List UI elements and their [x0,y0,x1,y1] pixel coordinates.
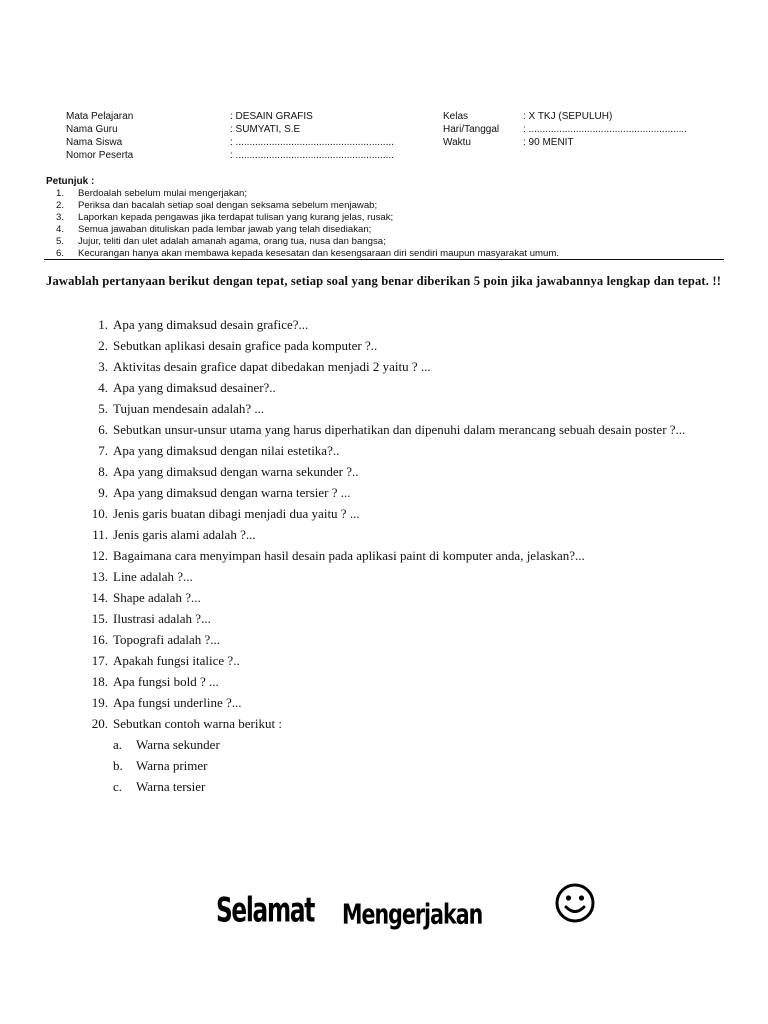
question-item [0,587,768,608]
question-text: Apakah fungsi italice ?.. [113,653,240,668]
question-item [0,377,768,398]
sub-item [0,755,768,776]
question-number: 2. [98,338,108,353]
question-number: 13. [91,569,108,584]
sub-item-text: Warna tersier [136,779,206,794]
sub-item-letter: b. [113,758,123,773]
instruction-number: 6. [55,248,64,259]
question-text: Jenis garis alami adalah ?... [113,527,256,542]
question-number: 9. [98,485,108,500]
question-text: Apa yang dimaksud dengan warna tersier ? ... [113,485,351,500]
question-number: 1. [98,317,108,332]
question-text: Sebutkan unsur-unsur utama yang harus diperhatikan dan dipenuhi dalam merancang sebuah desain poster ?... [113,422,686,437]
question-item [0,566,768,587]
question-text: Jenis garis buatan dibagi menjadi dua yaitu ? ... [113,506,360,521]
question-item [0,482,768,503]
question-text: Apa yang dimaksud desain grafice?... [113,317,309,332]
question-item [0,461,768,482]
exam-header [0,0,768,170]
time-value: : 90 MENIT [523,137,574,148]
question-text: Tujuan mendesain adalah? ... [113,401,265,416]
student-name-label: Nama Siswa [66,137,123,148]
question-number: 5. [98,401,108,416]
subject-label: Mata Pelajaran [66,111,134,122]
instruction-text: Berdoalah sebelum mulai mengerjakan; [78,188,248,199]
instruction-item [46,236,726,248]
question-text: Aktivitas desain grafice dapat dibedakan menjadi 2 yaitu ? ... [113,359,431,374]
instruction-number: 5. [55,236,64,247]
question-number: 14. [91,590,108,605]
instruction-item [46,188,726,200]
question-text: Shape adalah ?... [113,590,201,605]
question-number: 12. [91,548,108,563]
teacher-label: Nama Guru [66,124,118,135]
instructions-list [46,188,726,260]
question-item [0,335,768,356]
question-item [0,314,768,335]
smiley-face-icon [554,882,596,928]
instruction-item [46,212,726,224]
question-item [0,713,768,734]
sub-item [0,776,768,797]
class-value: : X TKJ (SEPULUH) [523,111,613,122]
question-number: 10. [91,506,108,521]
question-number: 4. [98,380,108,395]
closing-word-selamat: Selamat [216,891,315,930]
sub-item-letter: a. [113,737,123,752]
question-text: Ilustrasi adalah ?... [113,611,211,626]
participant-number-label: Nomor Peserta [66,150,134,161]
question-text: Sebutkan contoh warna berikut : [113,716,282,731]
question-text: Apa yang dimaksud dengan nilai estetika?.. [113,443,340,458]
question-number: 15. [91,611,108,626]
instructions-block [46,176,726,260]
question-list [0,314,768,797]
question-text: Apa yang dimaksud desainer?.. [113,380,276,395]
time-label: Waktu [443,137,471,148]
question-text: Topografi adalah ?... [113,632,221,647]
question-number: 20. [91,716,108,731]
closing-word-mengerjakan: Mengerjakan [342,898,483,930]
question-number: 7. [98,443,108,458]
question-item [0,503,768,524]
question-text: Bagaimana cara menyimpan hasil desain pada aplikasi paint di komputer anda, jelaskan?... [113,548,585,563]
instruction-item [46,200,726,212]
question-item [0,650,768,671]
sub-item-text: Warna primer [136,758,208,773]
instruction-text: Periksa dan bacalah setiap soal dengan seksama sebelum menjawab; [78,200,378,211]
question-item [0,545,768,566]
question-text: Apa yang dimaksud dengan warna sekunder ?.. [113,464,359,479]
instruction-number: 1. [55,188,64,199]
participant-number-value: : ......................................................... [230,150,394,161]
instruction-text: Semua jawaban dituliskan pada lembar jawab yang telah disediakan; [78,224,372,235]
instruction-number: 4. [55,224,64,235]
question-number: 17. [91,653,108,668]
sub-item-letter: c. [113,779,123,794]
question-item [0,419,768,440]
question-item [0,692,768,713]
question-item [0,608,768,629]
question-number: 19. [91,695,108,710]
instructions-title: Petunjuk : [46,176,95,187]
question-text: Apa fungsi bold ? ... [113,674,219,689]
question-number: 8. [98,464,108,479]
closing-message [216,880,596,930]
question-item [0,671,768,692]
question-item [0,440,768,461]
instruction-number: 2. [55,200,64,211]
subject-value: : DESAIN GRAFIS [230,111,313,122]
question-number: 3. [98,359,108,374]
question-item [0,629,768,650]
question-number: 16. [91,632,108,647]
class-label: Kelas [443,111,469,122]
main-instruction: Jawablah pertanyaan berikut dengan tepat, setiap soal yang benar diberikan 5 poin jika jawabannya lengkap dan tepat. !! [46,274,722,288]
date-value: : ......................................................... [523,124,687,135]
divider-line [44,259,724,260]
instruction-number: 3. [55,212,64,223]
instruction-text: Laporkan kepada pengawas jika terdapat tulisan yang kurang jelas, rusak; [78,212,394,223]
question-text: Sebutkan aplikasi desain grafice pada komputer ?.. [113,338,378,353]
question-item [0,524,768,545]
question-item [0,398,768,419]
instruction-text: Kecurangan hanya akan membawa kepada kesesatan dan kesengsaraan diri sendiri maupun masyarakat umum. [78,248,560,259]
student-name-value: : ......................................................... [230,137,394,148]
question-text: Apa fungsi underline ?... [113,695,242,710]
sub-item [0,734,768,755]
teacher-value: : SUMYATI, S.E [230,124,301,135]
question-number: 11. [92,527,108,542]
question-number: 6. [98,422,108,437]
question-text: Line adalah ?... [113,569,193,584]
instruction-text: Jujur, teliti dan ulet adalah amanah agama, orang tua, nusa dan bangsa; [78,236,386,247]
question-number: 18. [91,674,108,689]
date-label: Hari/Tanggal [443,124,500,135]
sub-item-text: Warna sekunder [136,737,220,752]
instruction-item [46,224,726,236]
question-item [0,356,768,377]
